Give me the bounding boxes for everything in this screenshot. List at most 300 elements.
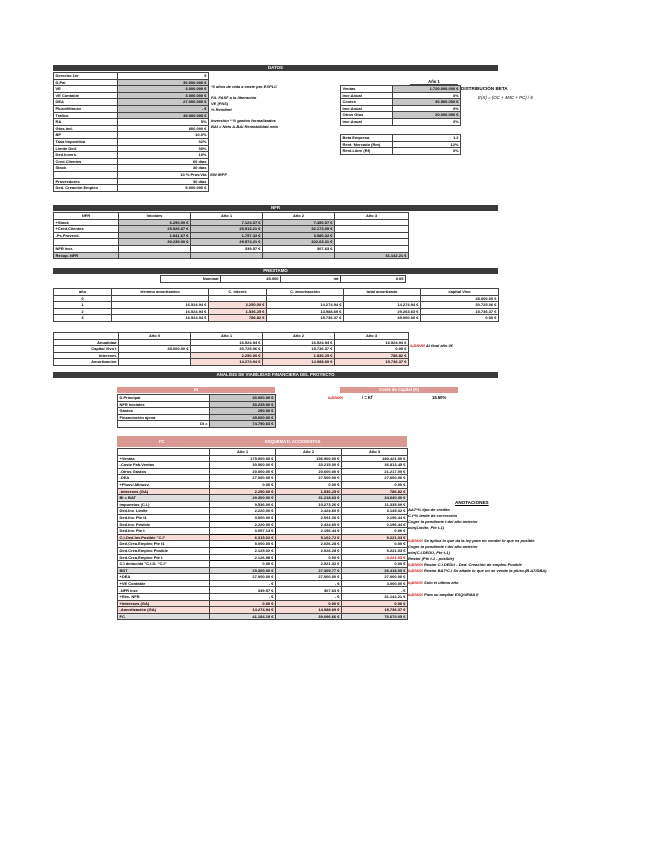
side-sales-table — [340, 85, 461, 126]
fc-value: 34.640.30 € — [342, 495, 408, 502]
datos-row — [54, 125, 209, 132]
fc-value: 15.736.37 € — [342, 607, 408, 614]
fc-note-text: C.I*% límite de corrección — [408, 513, 458, 519]
datos-value: 30% — [118, 145, 209, 152]
loan-row — [54, 346, 409, 353]
datos-label: Gtos.Ind. — [54, 125, 118, 132]
fc-value: 30.500.00 € — [210, 462, 276, 469]
loan-cell: Anualidad — [54, 339, 119, 346]
loan-header: Año 3 — [335, 333, 409, 340]
nfr-cell — [335, 232, 409, 239]
amort-row — [54, 315, 499, 322]
loan-header: Año 1 — [191, 333, 263, 340]
fc-value: -3.221.03 € — [342, 554, 408, 561]
di-row — [118, 401, 276, 408]
nominal-label: Nominal — [161, 276, 221, 283]
loan-cell: 16.524.94 € — [191, 339, 263, 346]
fc-value: - € — [210, 580, 276, 587]
analisis-title-bar: ANALISIS DE VIABILIDAD FINANCIERA DEL PROYECTO — [53, 372, 498, 378]
amort-cell: 2 — [54, 308, 112, 315]
datos-label: Proveedores — [54, 178, 118, 185]
nfr-cell — [119, 245, 191, 252]
datos-mmt-label: SIN IRPF — [210, 172, 227, 177]
fc-label: -Otros Gastos — [118, 468, 210, 475]
amort-cell: 29.263.63 € — [344, 308, 421, 315]
amort-header: término amortizativo — [112, 289, 209, 296]
loan-cell — [119, 339, 191, 346]
fc-value: - € — [210, 594, 276, 601]
fc-value: 2.196.44 € — [342, 514, 408, 521]
fc-note-error: #¡DIV/0! — [408, 537, 423, 543]
datos-value: 3.000.000 € — [118, 86, 209, 93]
nfr-cell: 339.57 € — [191, 245, 263, 252]
fc-header-blank — [118, 449, 210, 456]
di-header: DI — [117, 387, 275, 393]
di-label: Gastos — [118, 408, 210, 415]
side-value: 30.500.000 € — [393, 99, 461, 106]
fc-value: 10.273.26 € — [276, 501, 342, 508]
fc-row — [118, 574, 408, 581]
amort-cell — [344, 295, 421, 302]
ck-value: 15.50% — [432, 395, 447, 400]
di-table — [117, 394, 276, 428]
fc-note — [408, 544, 478, 549]
datos-row — [54, 79, 209, 86]
market-row — [341, 135, 461, 142]
fc-note — [408, 525, 444, 530]
fc-row — [118, 587, 408, 594]
loan-header — [54, 333, 119, 340]
datos-row — [54, 145, 209, 152]
fc-value: 2.921.32 € — [276, 561, 342, 568]
fc-value: 9.536.00 € — [210, 501, 276, 508]
fc-value: 2.250.00 € — [210, 488, 276, 495]
fc-label: C.I deducida "C.I.D. "C.I" — [118, 561, 210, 568]
nfr-title-bar: NFR — [53, 205, 498, 211]
di-value: 45.000.00 € — [210, 414, 276, 421]
fc-label: -DEA — [118, 475, 210, 482]
fc-value: 0.00 € — [276, 554, 342, 561]
side-label: Incr.Anual — [341, 92, 393, 99]
fc-value: 2.196.44 € — [276, 528, 342, 535]
fc-value: 0.00 € — [342, 481, 408, 488]
fc-row — [118, 547, 408, 554]
amort-cell: 1 — [54, 302, 112, 309]
loan-cell: 15.736.37 € — [263, 346, 335, 353]
fc-value: 0.00 € — [342, 561, 408, 568]
fc-label: +Rec. NFR — [118, 594, 210, 601]
fc-label: Ded.Crea.Empleo Posible — [118, 547, 210, 554]
fc-row — [118, 475, 408, 482]
amort-cell: 1.536.25 € — [209, 308, 267, 315]
fc-year-header: Año 3 — [342, 449, 408, 456]
nfr-row — [54, 245, 409, 252]
market-value: 3% — [393, 148, 461, 155]
ck-header: Coste de Capital (K) — [340, 387, 458, 393]
datos-value: 10.0% — [118, 132, 209, 139]
nfr-cell: 6.250.00 € — [119, 219, 191, 226]
fc-note — [408, 519, 478, 524]
fc-note-text: Coger la pendiente t del año anterior — [408, 543, 478, 549]
datos-label — [54, 171, 118, 178]
amort-cell: 786.82 € — [209, 315, 267, 322]
market-row — [341, 148, 461, 155]
fc-row — [118, 580, 408, 587]
datos-label: DEA — [54, 99, 118, 106]
fc-row — [118, 501, 408, 508]
fc-label: Ded.Inv. Posible — [118, 521, 210, 528]
fc-row — [118, 554, 408, 561]
market-label: Rent. Mercado (Rm) — [341, 141, 393, 148]
datos-note: *3 años de vida a coste por EXPLC — [211, 84, 278, 89]
fc-label: Ded.Crea.Empleo Pte t — [118, 554, 210, 561]
di-value: 30.000.00 € — [210, 395, 276, 402]
fc-value: 339.57 € — [210, 587, 276, 594]
datos-label: BP — [54, 132, 118, 139]
market-label: Beta Empresa — [341, 135, 393, 142]
fc-label: C.I-Ded.Inv.Posible "C.I" — [118, 534, 210, 541]
fc-value: 27.000.00 € — [342, 475, 408, 482]
datos-row — [54, 112, 209, 119]
side-label: Incr.Anual — [341, 105, 393, 112]
fc-note-error: #¡DIV/0! — [408, 561, 423, 567]
datos-note: Inversión * % gastos formalizados — [211, 118, 276, 123]
datos-row — [54, 171, 209, 178]
datos-row — [54, 73, 209, 80]
fc-value: 3.000.00 € — [210, 514, 276, 521]
fc-value: 27.000.00 € — [276, 574, 342, 581]
amort-cell: 30.725.06 € — [421, 302, 499, 309]
fc-row — [118, 514, 408, 521]
fc-label: Impuestos (C.I.) — [118, 501, 210, 508]
fc-value: 11.335.09 € — [342, 501, 408, 508]
datos-value: 30.000.000 € — [118, 79, 209, 86]
fc-label: -Coste Fab.Ventas — [118, 462, 210, 469]
amort-cell: 14.274.94 € — [267, 302, 344, 309]
loan-cell: 16.524.94 € — [263, 339, 335, 346]
fc-value: 20.000.00 € — [210, 468, 276, 475]
loan-cell: 0.00 € — [335, 346, 409, 353]
fc-label: +Ventas — [118, 455, 210, 462]
loan-cell: 14.988.69 € — [263, 359, 335, 366]
amort-cell: 3 — [54, 315, 112, 322]
fc-value: 786.82 € — [342, 488, 408, 495]
nfr-cell: -Ps.Proveed. — [54, 232, 119, 239]
datos-label: Límite Ded. — [54, 145, 118, 152]
loan-cell: 30.725.06 € — [191, 346, 263, 353]
datos-value: 800.000 € — [118, 125, 209, 132]
side-market-table — [340, 134, 461, 155]
amort-cell: 45.000.00 € — [344, 315, 421, 322]
fc-value: 0.00 € — [342, 600, 408, 607]
fc-value: 2.220.00 € — [210, 508, 276, 515]
datos-title-bar: DATOS — [53, 65, 498, 71]
datos-value: 3.000.000 € — [118, 92, 209, 99]
fc-value: 0.097.13 € — [210, 528, 276, 535]
fc-row — [118, 495, 408, 502]
fc-row — [118, 613, 408, 620]
nfr-cell: 1.541.67 € — [119, 232, 191, 239]
di-total-label: DI = — [118, 421, 210, 428]
datos-row — [54, 105, 209, 112]
fc-value: 2.091.26 € — [276, 514, 342, 521]
amort-cell — [267, 295, 344, 302]
datos-row — [54, 158, 209, 165]
fc-label: +Intereses (GA) — [118, 600, 210, 607]
fc-note-text: Restar BA7*C.I Se añade lo que no se vende la plusv.(B.A7/DBA) — [424, 568, 547, 573]
loan-row — [54, 359, 409, 366]
fc-value: 31.142.21 € — [342, 594, 408, 601]
fc-note — [408, 568, 547, 573]
int-label: int — [281, 276, 341, 283]
loan-note — [410, 343, 453, 348]
fc-row — [118, 600, 408, 607]
di-label: NFR Iniciales — [118, 401, 210, 408]
datos-label: VE Contable — [54, 92, 118, 99]
side-row — [341, 99, 461, 106]
nfr-cell: 322.63.31 € — [263, 239, 335, 246]
side-row — [341, 118, 461, 125]
nfr-row — [54, 252, 409, 259]
datos-row — [54, 132, 209, 139]
datos-row — [54, 99, 209, 106]
datos-value: 32% — [118, 138, 209, 145]
fc-title-right: ESQUEMA II: ACCIONISTAS — [265, 439, 321, 444]
nfr-cell: 307.63 € — [263, 245, 335, 252]
fc-note-error: #¡DIV/0! — [408, 580, 423, 586]
fc-label: -NFR incr. — [118, 587, 210, 594]
nfr-cell — [335, 239, 409, 246]
fc-row — [118, 541, 408, 548]
amort-cell — [209, 295, 267, 302]
fc-note-text: Restar (Pte t-1 - posible) — [408, 555, 455, 561]
fc-value: 20.600.00 € — [276, 468, 342, 475]
amort-cell — [112, 295, 209, 302]
datos-row — [54, 86, 209, 93]
nfr-cell: 7.450.57 € — [263, 219, 335, 226]
nfr-cell: Recup. NFR — [54, 252, 119, 259]
fc-row — [118, 462, 408, 469]
datos-label: Ded. Creación Empleo — [54, 185, 118, 192]
fc-value: 0.00 € — [210, 481, 276, 488]
fc-table — [117, 448, 408, 620]
fc-value: 36.813.45 € — [342, 462, 408, 469]
fc-note — [408, 513, 457, 518]
fc-title-left: FC — [159, 439, 165, 444]
amort-header: total amortizado — [344, 289, 421, 296]
side-value: 3% — [393, 118, 461, 125]
side-label: Ventas — [341, 86, 393, 93]
datos-value: 30 días — [118, 165, 209, 172]
nfr-row — [54, 239, 409, 246]
loan-cell: 786.82 € — [335, 352, 409, 359]
fc-value: 29.300.00 € — [210, 495, 276, 502]
notes-title: ANOTACIONES — [455, 500, 489, 505]
datos-row — [54, 119, 209, 126]
loan-cell: 14.274.94 € — [191, 359, 263, 366]
fc-value: 27.000.00 € — [210, 475, 276, 482]
di-value: 250.00 € — [210, 408, 276, 415]
fc-note-error: #¡DIV/0! — [408, 568, 423, 573]
fc-label: Ded.Inv. Límite — [118, 508, 210, 515]
di-row — [118, 395, 276, 402]
di-label: Financiación ajena — [118, 414, 210, 421]
fc-label: Ded.Crea.Empleo Pte t1 — [118, 541, 210, 548]
amortization-table — [53, 288, 499, 322]
fc-value: 2.125.02 € — [210, 547, 276, 554]
di-label: D.Principal — [118, 395, 210, 402]
fc-value: 5.000.00 € — [210, 541, 276, 548]
fc-note-text: Se aplica lo que da la ley para no vender lo que es posible — [424, 537, 535, 543]
fc-note-text: Restar C.I.DEDU - Ded. Creación de empleo Posible — [424, 561, 522, 567]
fc-value: 307.63 € — [276, 587, 342, 594]
side-label: Incr.Anual — [341, 118, 393, 125]
beta-title: DISTRIBUCIÓN BETA — [461, 86, 508, 91]
nominal-value: 45.000 — [221, 276, 281, 283]
fc-value: 6.315.02 € — [210, 534, 276, 541]
side-value: 3% — [393, 92, 461, 99]
fc-label: BI = BAT — [118, 495, 210, 502]
datos-note: VE (FNS) — [211, 101, 229, 106]
nfr-cell — [119, 252, 191, 259]
fc-note — [408, 592, 478, 597]
fc-note — [408, 580, 458, 585]
loan-cell: 16.524.94 € — [335, 339, 409, 346]
fc-header — [117, 436, 407, 447]
datos-label: VE — [54, 86, 118, 93]
fc-note-text: Para su ampliar ESQUEMA II — [424, 592, 479, 598]
fc-value: 27.000.00 € — [276, 475, 342, 482]
fc-value: 0.00 € — [276, 600, 342, 607]
side-value: 20.000.000 € — [393, 112, 461, 119]
amort-row — [54, 295, 499, 302]
fc-value: 41.184.19 € — [210, 613, 276, 620]
nfr-cell: 32.173.05 € — [263, 226, 335, 233]
nfr-header: Año 3 — [335, 213, 409, 220]
loan-note-error: #¡DIV/0! — [410, 343, 425, 348]
datos-value: 27.000.000 € — [118, 99, 209, 106]
fc-label: BDT — [118, 567, 210, 574]
nfr-cell: NFR Incr. — [54, 245, 119, 252]
fc-note-text: Coger la pendiente t del año anterior — [408, 519, 478, 525]
fc-value: 0.00 € — [276, 481, 342, 488]
amort-cell: 2.250.00 € — [209, 302, 267, 309]
nfr-cell — [335, 219, 409, 226]
nfr-cell: 3.980.32 € — [263, 232, 335, 239]
amort-header: C. interés — [209, 289, 267, 296]
fc-value: 2.026.28 € — [276, 547, 342, 554]
fc-value: 9.221.03 € — [342, 547, 408, 554]
nfr-cell: 29.574.21 € — [191, 239, 263, 246]
amort-cell: 15.736.37 € — [421, 308, 499, 315]
fc-value: 0.00 € — [210, 600, 276, 607]
loan-cell: 2.250.00 € — [191, 352, 263, 359]
fc-label: Ded.Inv. Pte t — [118, 528, 210, 535]
datos-value: 5% — [118, 119, 209, 126]
fc-row — [118, 534, 408, 541]
side-value: 3% — [393, 105, 461, 112]
fc-row — [118, 521, 408, 528]
fc-row — [118, 481, 408, 488]
fc-note-text: Solo el último año — [424, 580, 459, 586]
nfr-header: NFR — [54, 213, 119, 220]
fc-note-text: min(C.I.DEDU, Pte t-1) — [408, 549, 450, 555]
fc-value: 39.096.66 € — [276, 613, 342, 620]
loan-cell — [119, 359, 191, 366]
ck-error: #¡DIV/0! — [328, 395, 343, 400]
fc-value: 2.196.44 € — [342, 521, 408, 528]
nfr-cell — [263, 252, 335, 259]
datos-value: 10% — [118, 152, 209, 159]
fc-value: 0.00 € — [210, 561, 276, 568]
fc-label: -Amortización (GA) — [118, 607, 210, 614]
fc-value: 27.309.77 € — [276, 567, 342, 574]
fc-value: 26.418.00 € — [342, 567, 408, 574]
side-row — [341, 105, 461, 112]
loan-row — [54, 339, 409, 346]
fc-value: 3.000.00 € — [342, 580, 408, 587]
fc-row — [118, 508, 408, 515]
datos-label: Plusv/Minusv — [54, 105, 118, 112]
loan-header: Año 2 — [263, 333, 335, 340]
amort-cell: 15.736.37 € — [267, 315, 344, 322]
datos-label: Tráfico — [54, 112, 118, 119]
nfr-cell: 7.123.37 € — [191, 219, 263, 226]
datos-value: 5.000.000 € — [118, 185, 209, 192]
fc-year-header: Año 2 — [276, 449, 342, 456]
nfr-cell: 30.235.00 € — [119, 239, 191, 246]
fc-value: 2.424.60 € — [276, 508, 342, 515]
side-row — [341, 86, 461, 93]
fc-value: 1.536.25 € — [276, 488, 342, 495]
di-row — [118, 414, 276, 421]
nfr-cell: 29.513.21 € — [191, 226, 263, 233]
fc-label: +Plusv/-Minusv. — [118, 481, 210, 488]
di-row — [118, 408, 276, 415]
fc-value: 180.421.00 € — [342, 455, 408, 462]
datos-note: % Rendimt — [211, 107, 232, 112]
nfr-cell: 25.526.67 € — [119, 226, 191, 233]
nfr-header: Año 2 — [263, 213, 335, 220]
fc-value: 27.000.00 € — [342, 574, 408, 581]
amort-cell: 16.524.94 € — [112, 302, 209, 309]
amort-cell: 14.988.69 € — [267, 308, 344, 315]
market-value: 1.2 — [393, 135, 461, 142]
fc-value: 31.218.63 € — [276, 495, 342, 502]
fc-value: - € — [342, 587, 408, 594]
fc-value: 21.217.00 € — [342, 468, 408, 475]
fc-value: 3.145.32 € — [342, 508, 408, 515]
loan-row — [54, 352, 409, 359]
loan-cell: 15.736.37 € — [335, 359, 409, 366]
amort-header: capital Vivo — [421, 289, 499, 296]
nfr-header: Iniciales — [119, 213, 191, 220]
fc-value: - € — [276, 580, 342, 587]
fc-note-text: AA7*% tipo de crédito — [408, 507, 450, 512]
fc-note — [408, 562, 522, 567]
datos-row — [54, 152, 209, 159]
fc-note-text: min(Límite, Pte t-1) — [408, 525, 445, 531]
nfr-header: Año 1 — [191, 213, 263, 220]
datos-note: BAI = Neto A-BAI Rentabilidad neta — [211, 124, 278, 129]
fc-value: 2.026.28 € — [276, 541, 342, 548]
loan-cell — [119, 352, 191, 359]
fc-label: +VE Contable — [118, 580, 210, 587]
side-value: 1.720.000.000 € — [393, 86, 461, 93]
nfr-cell — [191, 252, 263, 259]
amort-cell: 16.524.94 € — [112, 308, 209, 315]
nfr-row — [54, 232, 409, 239]
